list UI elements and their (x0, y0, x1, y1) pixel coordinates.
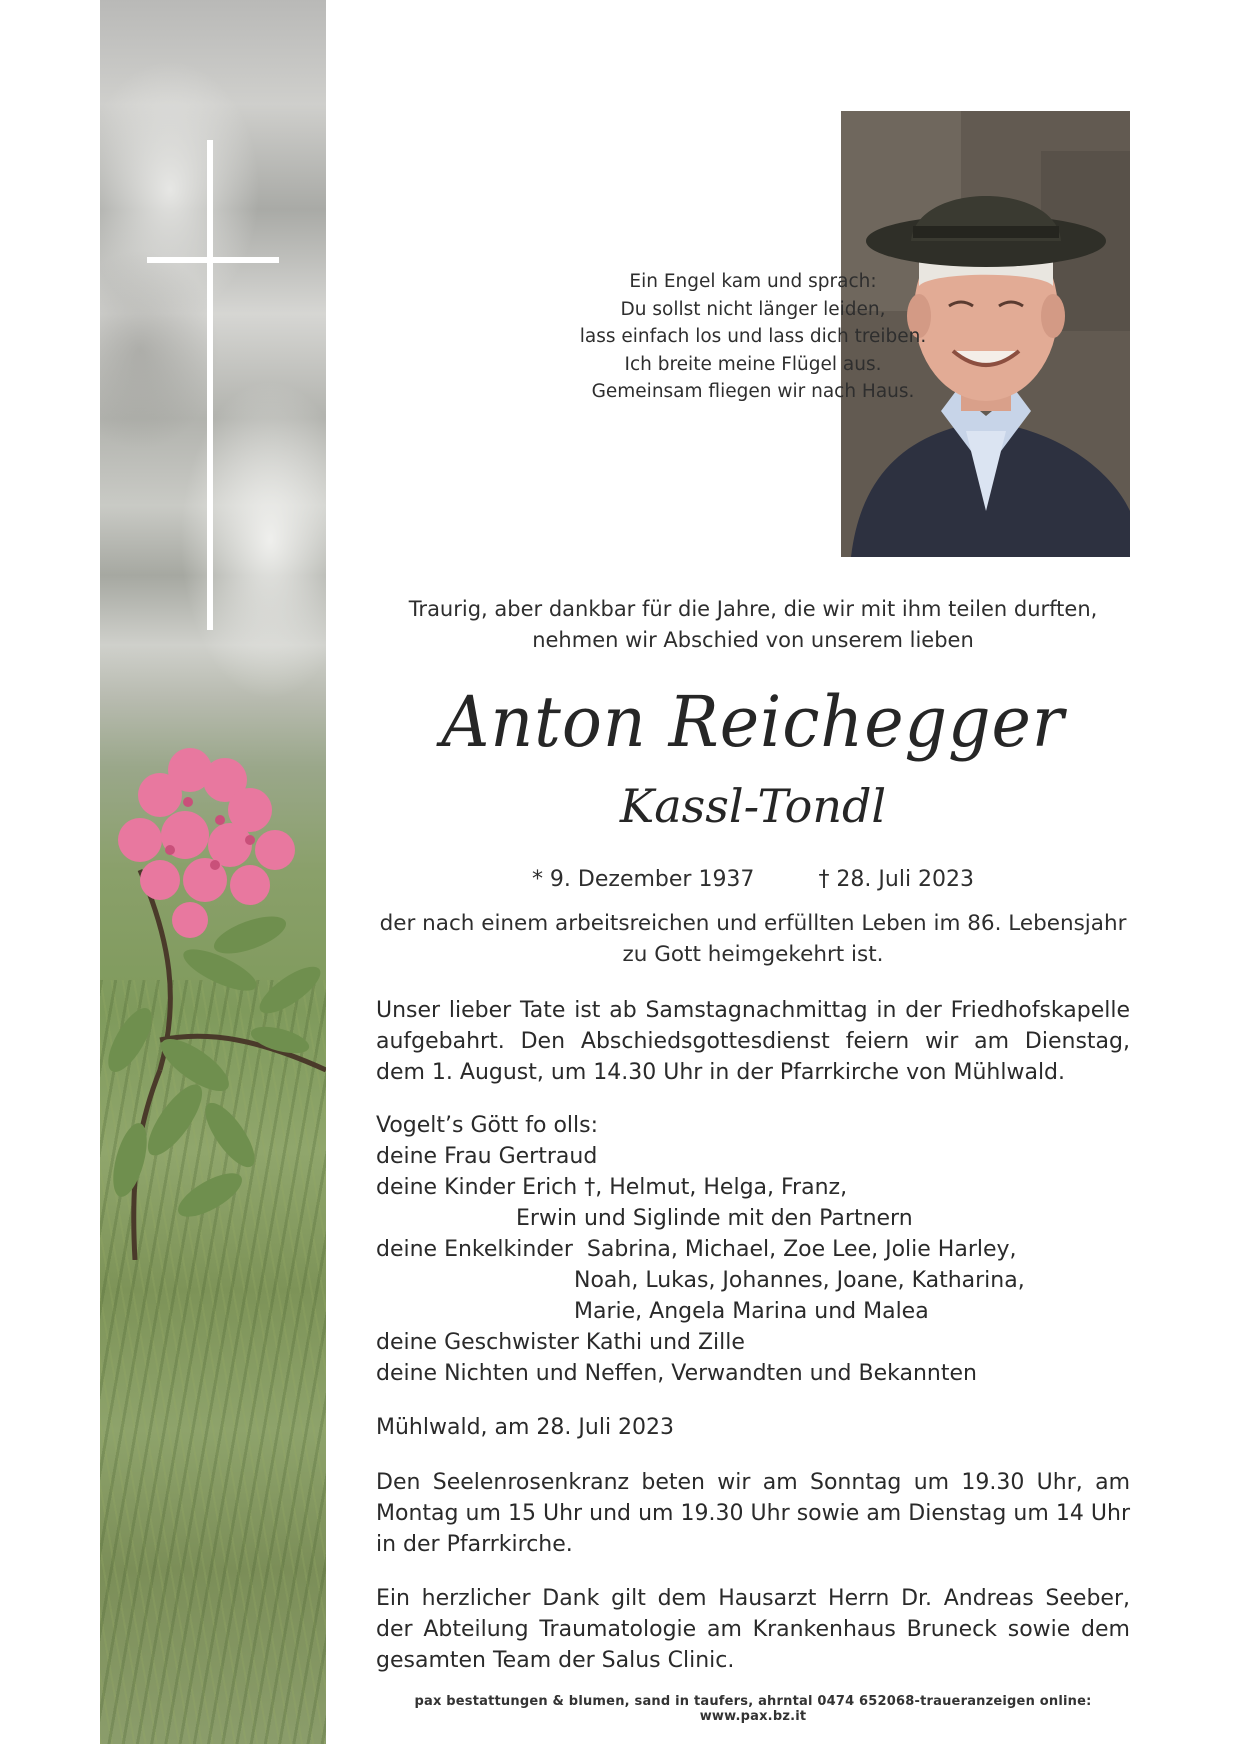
poem-line: lass einfach los und lass dich treiben. (579, 326, 927, 347)
deceased-name: Anton Reichegger (441, 681, 1065, 763)
life-dates (376, 864, 1130, 896)
family-heading: Vogelt’s Gött fo olls: (376, 1113, 598, 1138)
children-names: Erich †, Helmut, Helga, Franz, (522, 1175, 848, 1200)
poem-line: Ich breite meine Flügel aus. (624, 353, 882, 375)
grandchildren-label: deine Enkelkinder (376, 1237, 573, 1262)
cross-icon-horizontal (147, 257, 279, 263)
poem-line: Gemeinsam fliegen wir nach Haus. (591, 381, 915, 402)
birth-date: * 9. Dezember 1937 (531, 867, 755, 892)
intro-line: Traurig, aber dankbar für die Jahre, die wir mit ihm teilen durften, (408, 597, 1098, 621)
grandchildren-names-cont: Marie, Angela Marina und Malea (574, 1299, 929, 1324)
viewing-paragraph: Unser lieber Tate ist ab Samstagnachmittag in der Friedhofskapelle aufgebahrt. Den Abschiedsgottesdienst feiern wir am Dienstag, dem 1. August, um 14.30 Uhr in der Pfarrkirche von Mühlwald. (376, 998, 1130, 1085)
family-relatives: deine Nichten und Neffen, Verwandten und Bekannten (376, 1361, 977, 1386)
family-list (376, 1110, 1130, 1389)
subline-line: der nach einem arbeitsreichen und erfüllten Leben im 86. Lebensjahr (379, 911, 1127, 936)
footer-credit: pax bestattungen & blumen, sand in taufers, ahrntal 0474 652068-traueranzeigen online: www.pax.bz.it (414, 1694, 1092, 1724)
subline (376, 908, 1130, 970)
thanks-paragraph: Ein herzlicher Dank gilt dem Hausarzt Herrn Dr. Andreas Seeber, der Abteilung Traumatologie am Krankenhaus Bruneck sowie dem gesamten Team der Salus Clinic. (376, 1586, 1130, 1673)
place-date: Mühlwald, am 28. Juli 2023 (376, 1415, 675, 1440)
intro-line: nehmen wir Abschied von unserem lieben (532, 627, 974, 652)
family-children (376, 1172, 1130, 1203)
poem (376, 268, 1130, 406)
grandchildren-names-cont: Noah, Lukas, Johannes, Joane, Katharina, (574, 1268, 1025, 1293)
grandchildren-names: Sabrina, Michael, Zoe Lee, Jolie Harley, (586, 1237, 1017, 1262)
death-date: † 28. Juli 2023 (818, 867, 975, 892)
children-names-cont: Erwin und Siglinde mit den Partnern (516, 1206, 913, 1231)
poem-line: Ein Engel kam und sprach: (629, 271, 877, 292)
intro-text (376, 594, 1130, 655)
family-siblings: deine Geschwister Kathi und Zille (376, 1330, 745, 1355)
family-grandchildren (376, 1234, 1130, 1265)
family-wife: deine Frau Gertraud (376, 1144, 598, 1169)
alpine-rose-icon (100, 740, 326, 1260)
subline-line: zu Gott heimgekehrt ist. (622, 942, 884, 967)
cross-icon-vertical (207, 140, 213, 630)
mist-shape (180, 380, 326, 700)
poem-line: Du sollst nicht länger leiden, (620, 298, 886, 320)
rosary-paragraph: Den Seelenrosenkranz beten wir am Sonntag um 19.30 Uhr, am Montag um 15 Uhr und um 19.30 Uhr sowie am Dienstag um 14 Uhr in der Pfarrkirche. (376, 1470, 1130, 1557)
children-label: deine Kinder (376, 1175, 516, 1200)
deceased-nickname: Kassl-Tondl (619, 779, 887, 833)
